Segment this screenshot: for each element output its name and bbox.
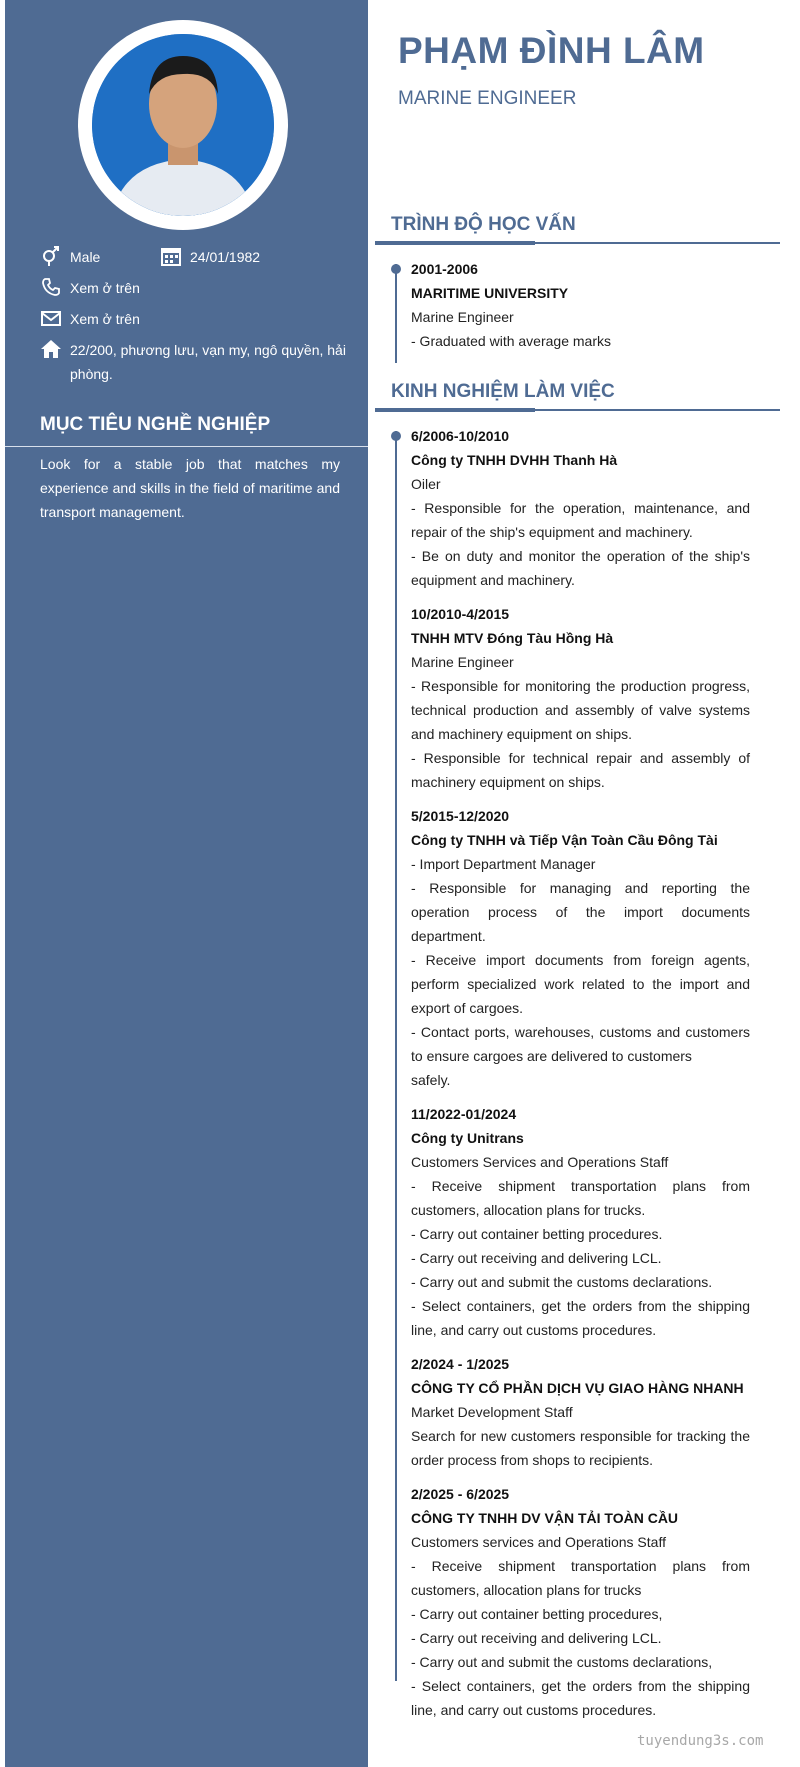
phone-row: [40, 276, 140, 300]
experience-list: [411, 424, 750, 1732]
education-heading: TRÌNH ĐỘ HỌC VẤN: [391, 214, 576, 235]
address-row: [40, 338, 350, 386]
experience-line: - Be on duty and monitor the operation of the ship's equipment and machinery.: [411, 548, 750, 588]
experience-line: - Responsible for the operation, maintenance, and repair of the ship's equipment and machinery.: [411, 500, 750, 540]
experience-date: 2/2025 - 6/2025: [411, 1486, 510, 1502]
experience-company: Công ty TNHH DVHH Thanh Hà: [411, 452, 618, 468]
birthdate-value: 24/01/1982: [190, 249, 261, 265]
education-line: Marine Engineer: [411, 309, 514, 325]
experience-line: - Responsible for technical repair and assembly of machinery equipment on ships.: [411, 750, 750, 790]
education-school: MARITIME UNIVERSITY: [411, 285, 569, 301]
experience-date: 10/2010-4/2015: [411, 606, 510, 622]
experience-line: - Receive shipment transportation plans from customers, allocation plans for trucks.: [411, 1178, 750, 1218]
experience-line: Customers services and Operations Staff: [411, 1534, 666, 1550]
candidate-name: PHẠM ĐÌNH LÂM: [398, 30, 705, 71]
experience-line: - Receive shipment transportation plans from customers, allocation plans for trucks: [411, 1558, 750, 1598]
objective-divider: [5, 446, 368, 447]
education-entry: [411, 257, 750, 353]
experience-entry: [411, 804, 750, 1092]
experience-line: - Carry out receiving and delivering LCL.: [411, 1250, 662, 1266]
experience-entry: [411, 1102, 750, 1342]
experience-line: Oiler: [411, 476, 441, 492]
experience-line: - Carry out container betting procedures,: [411, 1606, 663, 1622]
experience-timeline-dot: [391, 431, 401, 441]
experience-line: - Responsible for monitoring the production progress, technical production and assembly of valve systems and machinery equipment on ships.: [411, 678, 750, 742]
phone-value: Xem ở trên: [70, 280, 140, 296]
experience-line: - Carry out receiving and delivering LCL.: [411, 1630, 662, 1646]
experience-divider-accent: [375, 408, 535, 412]
education-line: - Graduated with average marks: [411, 333, 611, 349]
experience-entry: [411, 1352, 750, 1472]
experience-timeline: [395, 431, 397, 1681]
gender-value: Male: [70, 249, 101, 265]
education-list: [411, 257, 750, 363]
education-timeline: [395, 264, 397, 363]
education-date: 2001-2006: [411, 261, 478, 277]
experience-entry: [411, 424, 750, 592]
avatar: [92, 34, 274, 216]
candidate-title: MARINE ENGINEER: [398, 88, 577, 109]
watermark: tuyendung3s.com: [637, 1733, 764, 1749]
experience-entry: [411, 602, 750, 794]
experience-date: 6/2006-10/2010: [411, 428, 510, 444]
sidebar: [5, 0, 368, 1767]
phone-icon: [40, 276, 62, 298]
gender-icon: [40, 245, 62, 267]
experience-company: CÔNG TY CỔ PHẦN DỊCH VỤ GIAO HÀNG NHANH: [411, 1380, 744, 1396]
address-value: 22/200, phương lưu, vạn my, ngô quyền, hải phòng.: [70, 342, 346, 382]
email-row: [40, 307, 140, 331]
experience-line: Customers Services and Operations Staff: [411, 1154, 669, 1170]
experience-line: - Contact ports, warehouses, customs and customers to ensure cargoes are delivered to customers: [411, 1024, 750, 1064]
experience-date: 2/2024 - 1/2025: [411, 1356, 510, 1372]
experience-line: - Carry out and submit the customs declarations.: [411, 1274, 713, 1290]
experience-line: - Select containers, get the orders from the shipping line, and carry out customs procedures.: [411, 1298, 750, 1338]
education-divider-accent: [375, 241, 535, 245]
experience-company: Công ty TNHH và Tiếp Vận Toàn Cầu Đông Tài: [411, 832, 718, 848]
experience-line: - Import Department Manager: [411, 856, 596, 872]
experience-line: - Carry out and submit the customs declarations,: [411, 1654, 713, 1670]
email-icon: [40, 307, 62, 329]
experience-line: - Receive import documents from foreign agents, perform specialized work related to the import and export of cargoes.: [411, 952, 750, 1016]
experience-line: Marine Engineer: [411, 654, 514, 670]
calendar-icon: [160, 245, 182, 267]
education-timeline-dot: [391, 264, 401, 274]
avatar-frame: [78, 20, 288, 230]
experience-line: safely.: [411, 1072, 451, 1088]
experience-date: 5/2015-12/2020: [411, 808, 510, 824]
home-icon: [40, 338, 62, 360]
experience-entry: [411, 1482, 750, 1722]
experience-line: Search for new customers responsible for tracking the order process from shops to recipients.: [411, 1428, 750, 1468]
experience-line: Market Development Staff: [411, 1404, 573, 1420]
experience-company: Công ty Unitrans: [411, 1130, 524, 1146]
objective-text: Look for a stable job that matches my experience and skills in the field of maritime and transport management.: [40, 456, 340, 520]
experience-company: TNHH MTV Đóng Tàu Hồng Hà: [411, 630, 614, 646]
email-value: Xem ở trên: [70, 311, 140, 327]
experience-date: 11/2022-01/2024: [411, 1106, 517, 1122]
objective-heading: MỤC TIÊU NGHỀ NGHIỆP: [40, 414, 271, 435]
birthdate-row: [160, 245, 260, 269]
gender-row: [40, 245, 100, 269]
experience-heading: KINH NGHIỆM LÀM VIỆC: [391, 381, 615, 402]
experience-company: CÔNG TY TNHH DV VẬN TẢI TOÀN CẦU: [411, 1510, 679, 1526]
experience-line: - Carry out container betting procedures.: [411, 1226, 663, 1242]
experience-line: - Select containers, get the orders from the shipping line, and carry out customs procedures.: [411, 1678, 750, 1718]
experience-line: - Responsible for managing and reporting the operation process of the import documents department.: [411, 880, 750, 944]
